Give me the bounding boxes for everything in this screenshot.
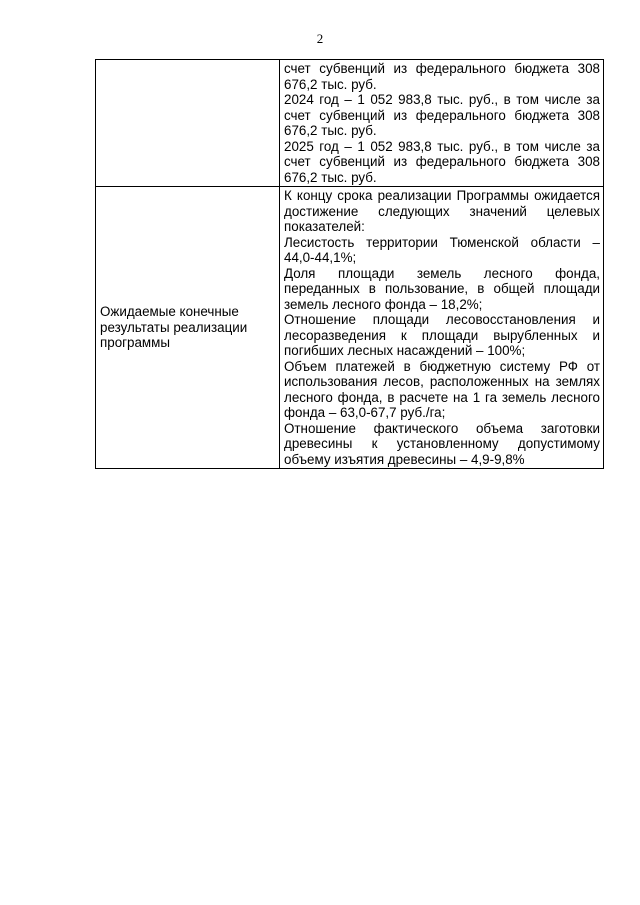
results-paragraph: Объем платежей в бюджетную систему РФ от использования лесов, расположенных на землях лесного фонда, в расчете на 1 га земель лесного фонда – 63,0-67,7 руб./га; bbox=[284, 358, 600, 420]
results-paragraph: Доля площади земель лесного фонда, переданных в пользование, в общей площади земель лесного фонда – 18,2%; bbox=[284, 265, 600, 312]
row-content-cell bbox=[280, 187, 604, 469]
table-row-expected-results bbox=[96, 187, 604, 469]
row-label-cell bbox=[96, 187, 280, 469]
results-paragraph: К концу срока реализации Программы ожидается достижение следующих значений целевых показателей: bbox=[284, 188, 600, 234]
funding-paragraph: 2024 год – 1 052 983,8 тыс. руб., в том числе за счет субвенций из федерального бюджета 308 676,2 тыс. руб. bbox=[284, 92, 600, 138]
results-paragraph: Лесистость территории Тюменской области – 44,0-44,1%; bbox=[284, 234, 600, 265]
funding-paragraph: счет субвенций из федерального бюджета 308 676,2 тыс. руб. bbox=[284, 61, 600, 92]
row-label: Ожидаемые конечные результаты реализации программы bbox=[100, 304, 248, 351]
table-row-funding bbox=[96, 60, 604, 187]
row-content-cell bbox=[280, 60, 604, 187]
results-paragraph: Отношение фактического объема заготовки древесины к установленному допустимому объему изъятия древесины – 4,9-9,8% bbox=[284, 420, 600, 467]
page-number: 2 bbox=[316, 31, 324, 46]
funding-paragraph: 2025 год – 1 052 983,8 тыс. руб., в том числе за счет субвенций из федерального бюджета 308 676,2 тыс. руб. bbox=[284, 138, 600, 185]
program-passport-table bbox=[95, 59, 604, 469]
results-paragraph: Отношение площади лесовосстановления и лесоразведения к площади вырубленных и погибших лесных насаждений – 100%; bbox=[284, 312, 600, 358]
row-label-cell bbox=[96, 60, 280, 187]
